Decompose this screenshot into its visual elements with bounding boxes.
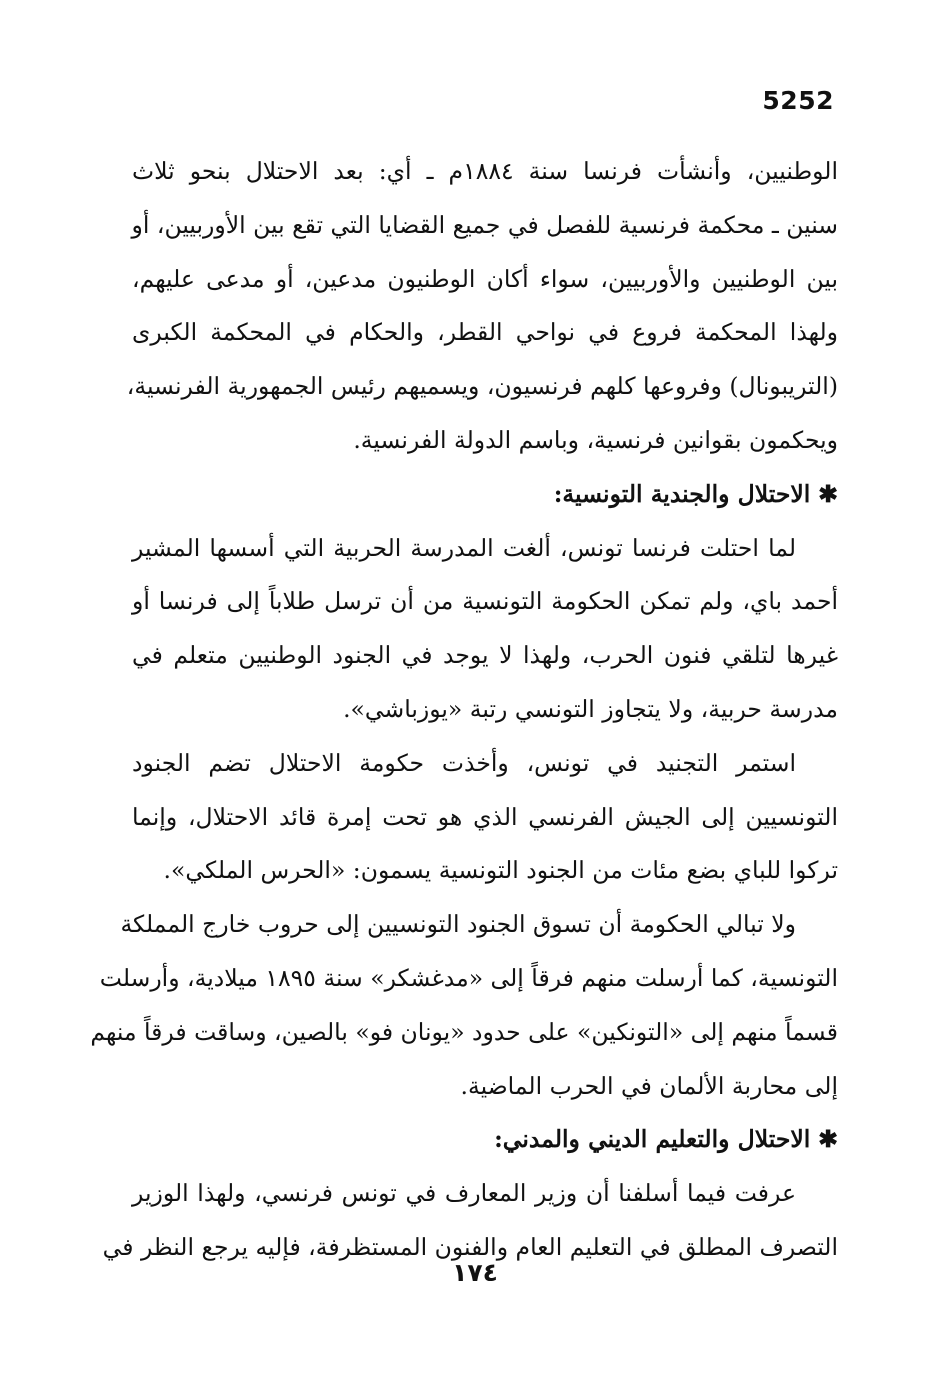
asterisk-icon: ✱ bbox=[818, 1125, 838, 1154]
text-line: التونسيين إلى الجيش الفرنسي الذي هو تحت إمرة قائد الاحتلال، وإنما bbox=[132, 802, 838, 831]
heading-text: الاحتلال والجندية التونسية: bbox=[553, 479, 811, 508]
text-line: قسماً منهم إلى «التونكين» على حدود «يونان فو» بالصين، وساقت فرقاً منهم bbox=[90, 1017, 838, 1046]
text-line: ولهذا المحكمة فروع في نواحي القطر، والحكام في المحكمة الكبرى bbox=[132, 318, 838, 347]
section-heading-military bbox=[132, 468, 838, 522]
heading-text: الاحتلال والتعليم الديني والمدني: bbox=[494, 1125, 811, 1154]
section-heading-education bbox=[132, 1113, 838, 1167]
paragraph-1 bbox=[126, 145, 838, 468]
page-number: ١٧٤ bbox=[452, 1258, 498, 1287]
text-line: عرفت فيما أسلفنا أن وزير المعارف في تونس فرنسي، ولهذا الوزير bbox=[132, 1179, 796, 1208]
text-line: أحمد باي، ولم تمكن الحكومة التونسية من أن ترسل طلاباً إلى فرنسا أو bbox=[132, 587, 838, 616]
page-id: 5252 bbox=[762, 86, 834, 115]
text-line: ويحكمون بقوانين فرنسية، وباسم الدولة الفرنسية. bbox=[353, 425, 838, 454]
text-line: تركوا للباي بضع مئات من الجنود التونسية يسمون: «الحرس الملكي». bbox=[163, 856, 838, 885]
main-text bbox=[90, 145, 838, 1275]
text-line: (التريبونال) وفروعها كلهم فرنسيون، ويسميهم رئيس الجمهورية الفرنسية، bbox=[126, 372, 838, 401]
asterisk-icon: ✱ bbox=[818, 479, 838, 508]
paragraph-3 bbox=[132, 737, 838, 898]
text-line: ولا تبالي الحكومة أن تسوق الجنود التونسيين إلى حروب خارج المملكة bbox=[120, 910, 796, 939]
text-line: بين الوطنيين والأوربيين، سواء أكان الوطنيون مدعين، أو مدعى عليهم، bbox=[132, 264, 838, 293]
text-line: التونسية، كما أرسلت منهم فرقاً إلى «مدغشكر» سنة ١٨٩٥ ميلادية، وأرسلت bbox=[99, 963, 838, 992]
text-line: لما احتلت فرنسا تونس، ألغت المدرسة الحربية التي أسسها المشير bbox=[132, 533, 796, 562]
paragraph-4 bbox=[90, 898, 838, 1113]
text-line: إلى محاربة الألمان في الحرب الماضية. bbox=[460, 1071, 838, 1100]
text-line: التصرف المطلق في التعليم العام والفنون المستظرفة، فإليه يرجع النظر في bbox=[102, 1232, 838, 1261]
text-line: مدرسة حربية، ولا يتجاوز التونسي رتبة «يوزباشي». bbox=[343, 694, 838, 723]
text-line: الوطنيين، وأنشأت فرنسا سنة ١٨٨٤م ـ أي: بعد الاحتلال بنحو ثلاث bbox=[132, 157, 838, 185]
paragraph-2 bbox=[132, 522, 838, 737]
text-line: سنين ـ محكمة فرنسية للفصل في جميع القضايا التي تقع بين الأوربيين، أو bbox=[131, 210, 838, 239]
text-line: غيرها لتلقي فنون الحرب، ولهذا لا يوجد في الجنود الوطنيين متعلم في bbox=[132, 641, 838, 670]
text-line: استمر التجنيد في تونس، وأخذت حكومة الاحتلال تضم الجنود bbox=[132, 748, 796, 777]
